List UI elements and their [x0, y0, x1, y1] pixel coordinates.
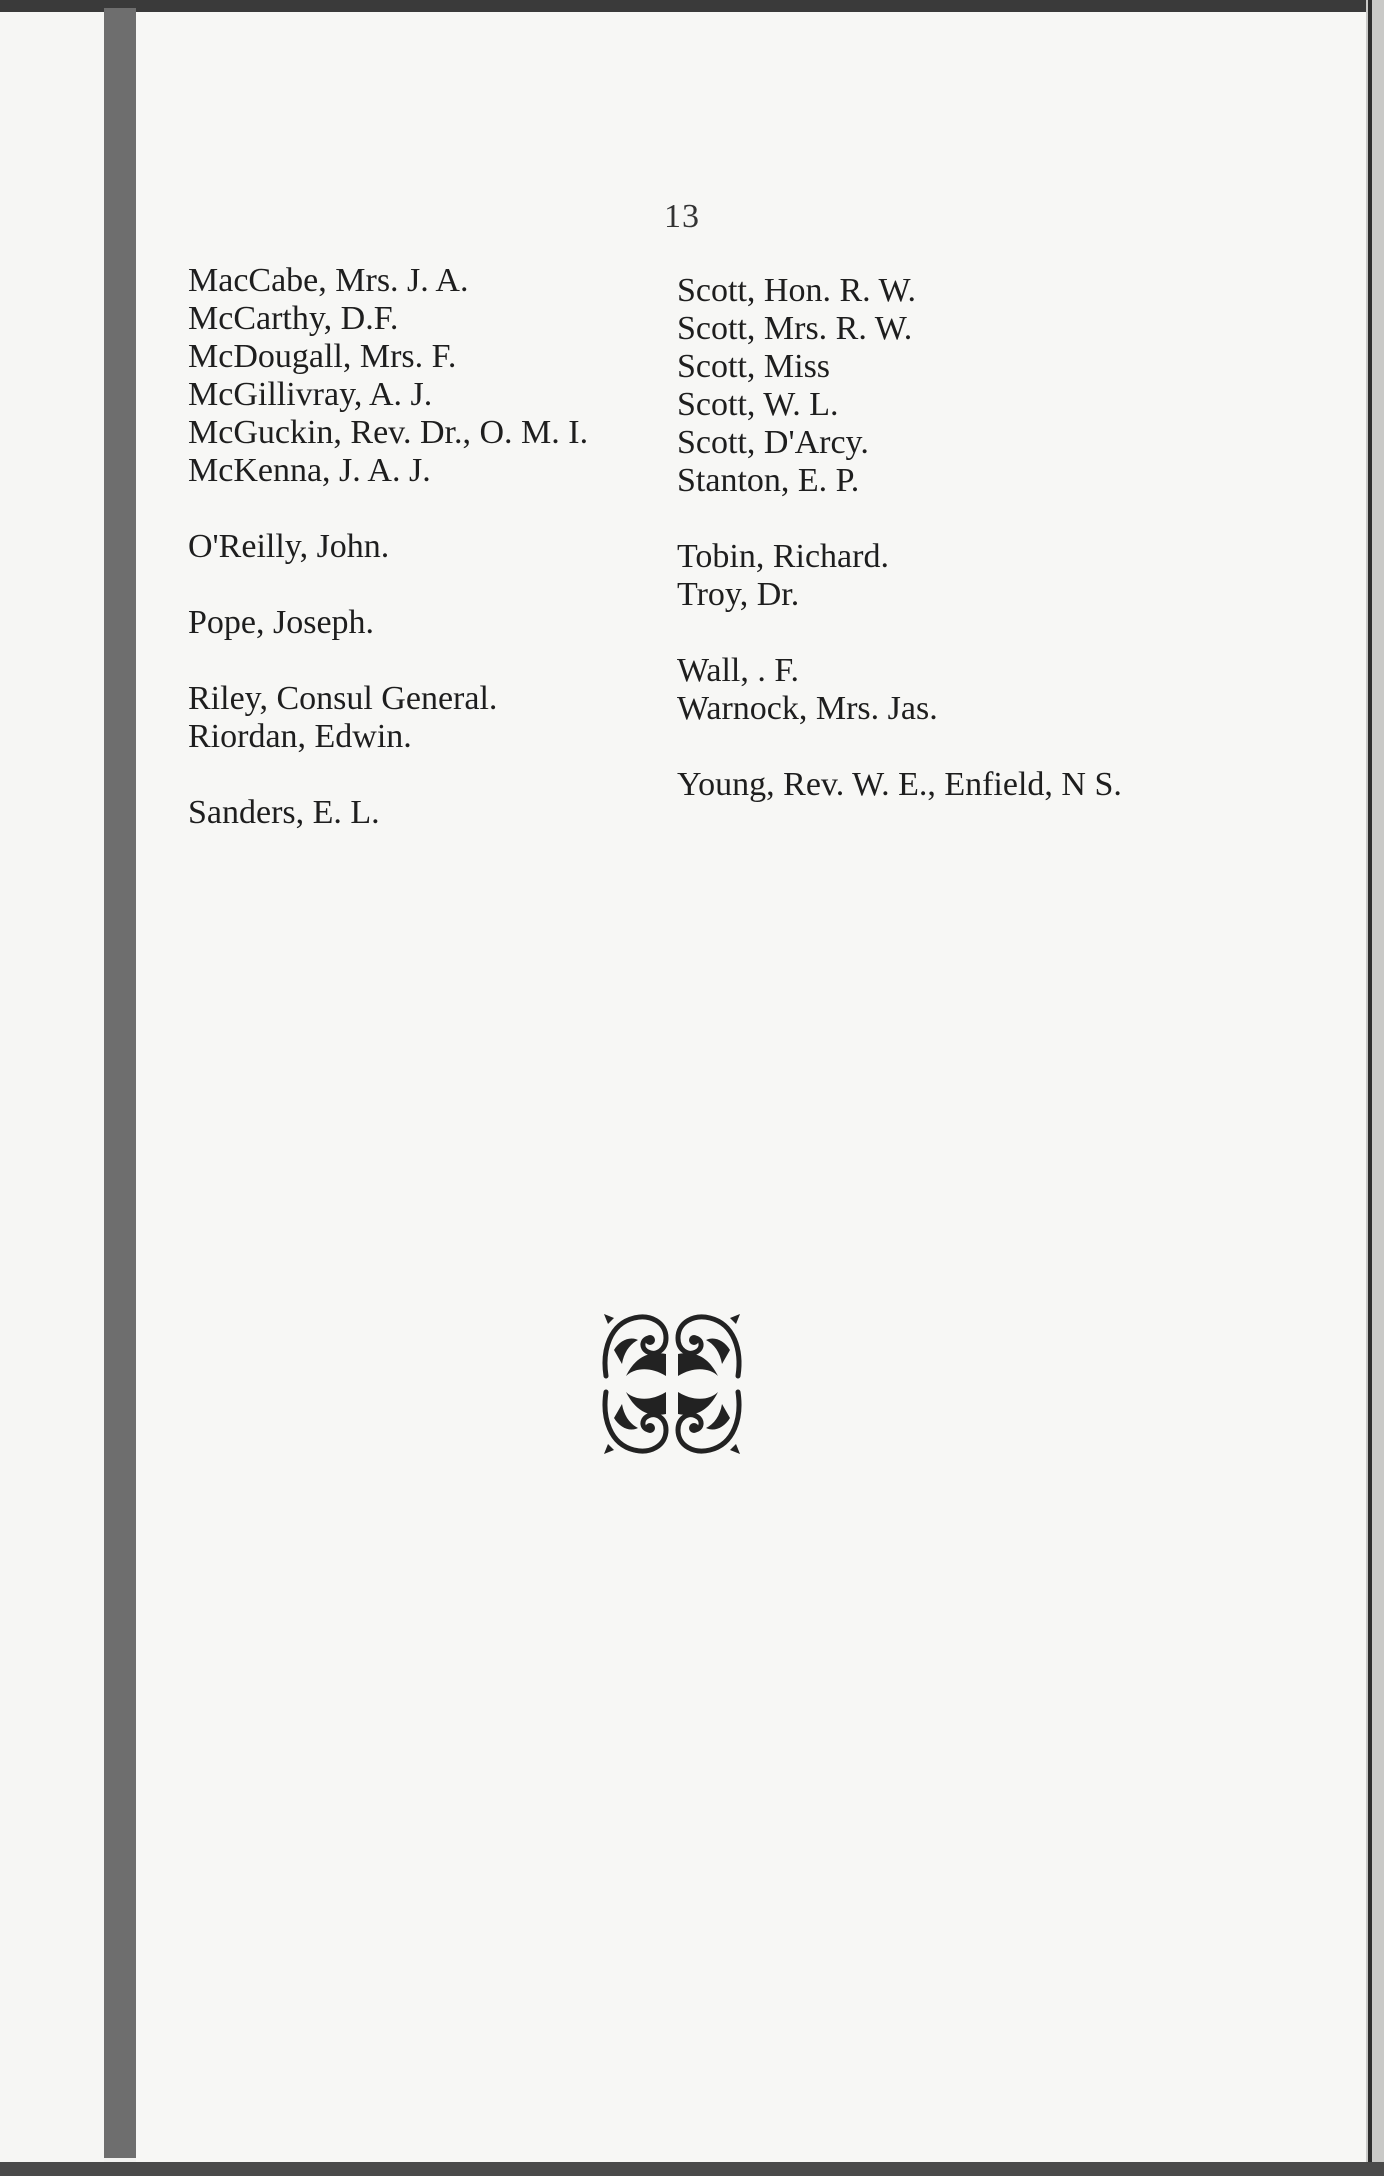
list-item: McGillivray, A. J.	[188, 376, 433, 413]
list-item: O'Reilly, John.	[188, 528, 390, 565]
group-spacer	[188, 490, 588, 528]
group-spacer	[188, 566, 588, 604]
group-spacer	[677, 500, 1122, 538]
facing-page-strip	[0, 12, 104, 2162]
group-spacer	[188, 756, 588, 794]
bottom-scan-edge	[0, 2162, 1384, 2176]
list-item: Riley, Consul General.	[188, 680, 498, 717]
list-item: McGuckin, Rev. Dr., O. M. I.	[188, 414, 589, 451]
group-spacer	[677, 728, 1122, 766]
list-item: Young, Rev. W. E., Enfield, N S.	[677, 766, 1122, 803]
right-name-column	[677, 272, 1122, 804]
left-name-column	[188, 262, 588, 832]
list-item: Stanton, E. P.	[677, 462, 860, 499]
list-item: Scott, Mrs. R. W.	[677, 310, 913, 347]
list-item: Scott, D'Arcy.	[677, 424, 869, 461]
list-item: Riordan, Edwin.	[188, 718, 412, 755]
list-item: Troy, Dr.	[677, 576, 800, 613]
list-item: Warnock, Mrs. Jas.	[677, 690, 938, 727]
list-item: Sanders, E. L.	[188, 794, 380, 831]
list-item: Wall, . F.	[677, 652, 800, 689]
list-item: McCarthy, D.F.	[188, 300, 399, 337]
group-spacer	[677, 614, 1122, 652]
list-item: Tobin, Richard.	[677, 538, 889, 575]
list-item: Scott, W. L.	[677, 386, 839, 423]
top-scan-edge	[0, 0, 1384, 12]
group-spacer	[188, 642, 588, 680]
list-item: MacCabe, Mrs. J. A.	[188, 262, 469, 299]
list-item: Pope, Joseph.	[188, 604, 375, 641]
floral-ornament-icon	[600, 1310, 744, 1458]
list-item: Scott, Miss	[677, 348, 831, 385]
list-item: McDougall, Mrs. F.	[188, 338, 457, 375]
list-item: Scott, Hon. R. W.	[677, 272, 916, 309]
list-item: McKenna, J. A. J.	[188, 452, 431, 489]
page-number: 13	[664, 198, 700, 235]
binding-shadow	[104, 8, 136, 2158]
right-scan-edge	[1366, 0, 1384, 2176]
